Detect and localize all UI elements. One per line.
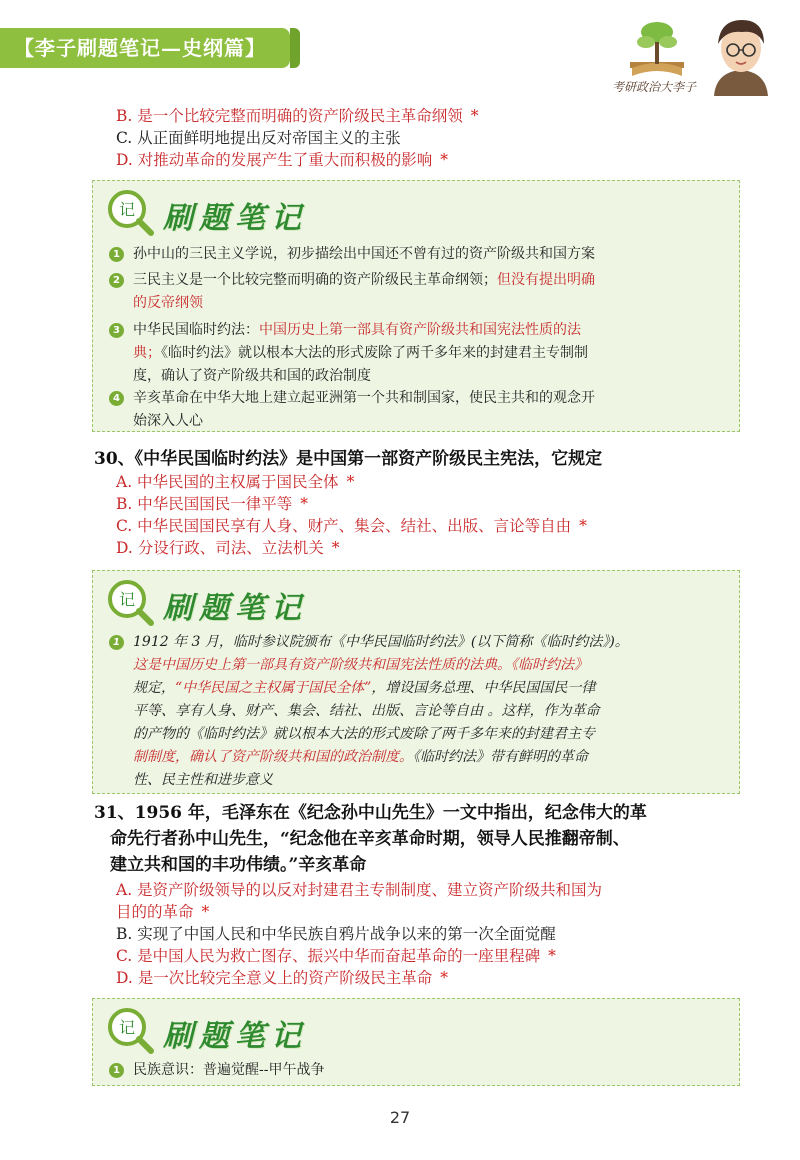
note-item: 3 中华民国临时约法：中国历史上第一部具有资产阶级共和国宪法性质的法 典；《临时约法》就以根本大法的形式废除了两千多年来的封建君主专制制 度，确认了资产阶级共和国的政治制度	[109, 319, 729, 388]
avatar-icon	[706, 14, 776, 96]
note-item: 2 三民主义是一个比较完整而明确的资产阶级民主革命纲领；但没有提出明确 的反帝纲领	[109, 269, 729, 315]
q30-option-c: C. 中华民国国民享有人身、财产、集会、结社、出版、言论等自由 *	[116, 517, 587, 535]
note-title: 刷题笔记	[163, 591, 307, 626]
correct-marker: *	[201, 903, 210, 921]
correct-marker: *	[331, 539, 340, 557]
note-title: 刷题笔记	[163, 1019, 307, 1054]
note-box-2	[92, 570, 740, 794]
correct-marker: *	[300, 495, 308, 513]
header-banner: 【李子刷题笔记—史纲篇】	[0, 28, 290, 68]
note-item: 1 民族意识：普遍觉醒--甲午战争	[109, 1059, 729, 1082]
q31-option-a-cont: 目的的革命 *	[116, 903, 210, 921]
note-header	[101, 185, 401, 239]
q29-option-b: B. 是一个比较完整而明确的资产阶级民主革命纲领 *	[116, 107, 479, 125]
note-box-3	[92, 998, 740, 1086]
q30-stem: 30、《中华民国临时约法》是中国第一部资产阶级民主宪法，它规定	[94, 449, 603, 469]
q30-option-b: B. 中华民国国民一律平等 *	[116, 495, 308, 513]
correct-marker: *	[470, 107, 479, 125]
brand-text: 考研政治大李子	[612, 80, 697, 94]
correct-marker: *	[440, 969, 448, 987]
q31-option-c: C. 是中国人民为救亡图存、振兴中华而奋起革命的一座里程碑 *	[116, 947, 556, 965]
q31-option-a: A. 是资产阶级领导的以反对封建君主专制制度、建立资产阶级共和国为	[116, 881, 603, 899]
note-item: 4 辛亥革命在中华大地上建立起亚洲第一个共和制国家，使民主共和的观念开 始深入人心	[109, 387, 729, 433]
note-item: 1 1912 年 3 月，临时参议院颁布《中华民国临时约法》(以下简称《临时约法》)。 这是中国历史上第一部具有资产阶级共和国宪法性质的法典。《临时约法》 规定，“中华民国之主权属于国民全体”，增设国务总理、中华民国国民一律 平等、享有人身、财产、集会、结社、出版、言论等自由 。这样，作为革命 的产物的《临时约法》就以根本大法的形式废除了两千多年来的封建君主专 制制度，确认了资产阶级共和国的政治制度。《临时约法》带有鲜明的革命 性、民主性和进步意义	[109, 631, 729, 792]
q29-option-d: D. 对推动革命的发展产生了重大而积极的影响 *	[116, 151, 448, 169]
correct-marker: *	[440, 151, 448, 169]
note-item: 1 孙中山的三民主义学说，初步描绘出中国还不曾有过的资产阶级共和国方案	[109, 243, 729, 266]
q31-option-d: D. 是一次比较完全意义上的资产阶级民主革命 *	[116, 969, 448, 987]
note-box-1	[92, 180, 740, 432]
q29-option-c: C. 从正面鲜明地提出反对帝国主义的主张	[116, 129, 401, 147]
q31-option-b: B. 实现了中国人民和中华民族自鸦片战争以来的第一次全面觉醒	[116, 925, 556, 943]
q30-option-d: D. 分设行政、司法、立法机关 *	[116, 539, 340, 557]
note-title: 刷题笔记	[163, 201, 307, 236]
note-header	[101, 575, 401, 629]
correct-marker: *	[548, 947, 556, 965]
svg-text:记: 记	[118, 590, 136, 609]
magnifier-note-icon	[101, 575, 157, 627]
q31-stem: 31、1956 年，毛泽东在《纪念孙中山先生》一文中指出，纪念伟大的革	[94, 803, 647, 823]
q31-stem: 建立共和国的丰功伟绩。”辛亥革命	[110, 855, 367, 875]
q31-stem: 命先行者孙中山先生，“纪念他在辛亥革命时期，领导人民推翻帝制、	[110, 829, 630, 849]
svg-text:记: 记	[118, 1018, 136, 1037]
correct-marker: *	[346, 473, 355, 491]
magnifier-note-icon	[101, 1003, 157, 1055]
correct-marker: *	[579, 517, 587, 535]
q30-option-a: A. 中华民国的主权属于国民全体 *	[116, 473, 355, 491]
page-number: 27	[389, 1108, 411, 1127]
svg-text:记: 记	[118, 200, 136, 219]
note-header	[101, 1003, 401, 1057]
magnifier-note-icon	[101, 185, 157, 237]
